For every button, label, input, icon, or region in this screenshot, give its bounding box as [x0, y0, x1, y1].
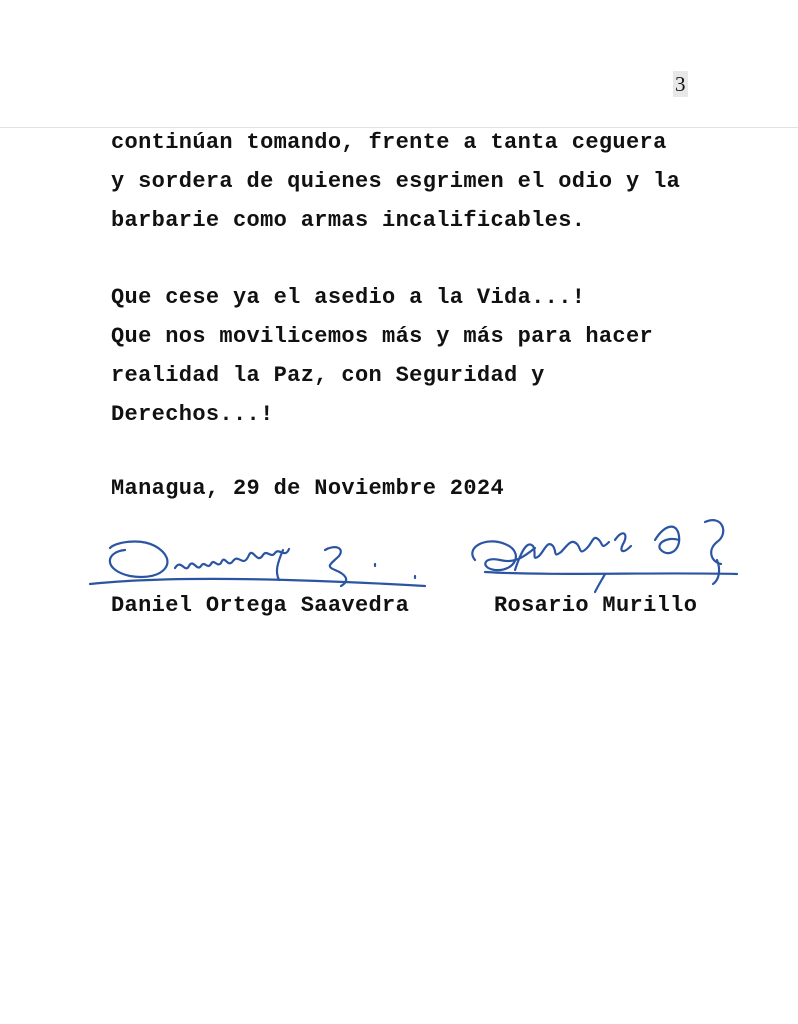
- signatory-name: Rosario Murillo: [494, 593, 698, 618]
- body-line: Derechos...!: [111, 401, 274, 427]
- page-number: 3: [675, 72, 686, 96]
- signatory-name: Daniel Ortega Saavedra: [111, 593, 410, 618]
- place-date: Managua, 29 de Noviembre 2024: [111, 476, 505, 501]
- body-line: Que cese ya el asedio a la Vida...!: [111, 285, 586, 311]
- signature-daniel-ortega: [85, 520, 435, 600]
- page-header: [0, 0, 798, 128]
- letter-body: [111, 124, 680, 434]
- body-line: continúan tomando, frente a tanta ceguera: [111, 130, 667, 155]
- body-line: barbarie como armas incalificables.: [111, 207, 586, 233]
- body-line: realidad la Paz, con Seguridad y: [111, 362, 545, 388]
- body-line: y sordera de quienes esgrimen el odio y la: [111, 168, 681, 194]
- body-line: Que nos movilicemos más y más para hacer: [111, 323, 654, 349]
- body-line: [111, 240, 680, 279]
